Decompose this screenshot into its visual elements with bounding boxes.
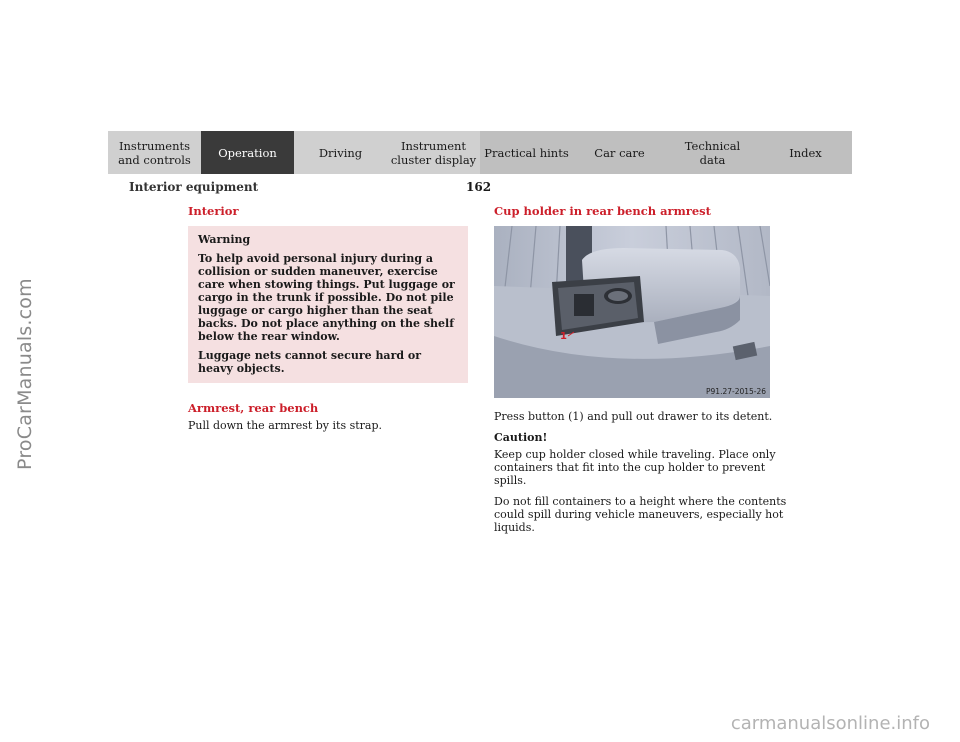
warning-title: Warning bbox=[198, 233, 251, 246]
caution-text-2: Do not fill containers to a height where the contents could spill during vehicle maneuvers, especially hot liquids. bbox=[494, 495, 787, 534]
tab-label: Technical data bbox=[684, 138, 741, 167]
tab-label: Operation bbox=[218, 145, 277, 160]
cup-holder-heading: Cup holder in rear bench armrest bbox=[494, 204, 711, 218]
warning-box bbox=[188, 226, 468, 383]
page-header bbox=[0, 180, 960, 196]
image-caption: P91.27-2015-26 bbox=[706, 387, 767, 396]
tab-index[interactable] bbox=[759, 131, 852, 174]
tab-label: Driving bbox=[318, 145, 363, 160]
tab-label: Practical hints bbox=[484, 145, 569, 160]
armrest-instruction: Pull down the armrest by its strap. bbox=[188, 419, 383, 432]
tab-driving[interactable] bbox=[294, 131, 387, 174]
bottom-watermark: carmanualsonline.info bbox=[730, 713, 930, 734]
armrest-heading: Armrest, rear bench bbox=[188, 401, 319, 415]
tab-label: Car care bbox=[594, 145, 645, 160]
section-title: Interior equipment bbox=[129, 180, 259, 194]
tab-practical-hints[interactable] bbox=[480, 131, 573, 174]
cup-holder-photo bbox=[494, 226, 770, 398]
tab-operation[interactable] bbox=[201, 131, 294, 174]
tab-label: Instruments and controls bbox=[118, 138, 191, 167]
tab-label: Instrument cluster display bbox=[390, 138, 477, 167]
tab-technical-data[interactable] bbox=[666, 131, 759, 174]
callout-1: 1 bbox=[560, 331, 567, 342]
warning-text-2: Luggage nets cannot secure hard or heavy objects. bbox=[198, 349, 422, 375]
interior-heading: Interior bbox=[188, 204, 239, 218]
section-nav bbox=[108, 131, 852, 174]
tab-car-care[interactable] bbox=[573, 131, 666, 174]
right-column bbox=[494, 204, 794, 542]
tab-label: Index bbox=[789, 145, 822, 160]
tab-instruments-and-controls[interactable] bbox=[108, 131, 201, 174]
left-column bbox=[188, 204, 470, 440]
side-watermark: ProCarManuals.com bbox=[14, 278, 36, 470]
warning-text: To help avoid personal injury during a collision or sudden maneuver, exercise care when stowing things. Put luggage or cargo in the trunk if possible. Do not pile luggage or cargo higher than the seat backs. Do not place anything on the shelf below the rear window. bbox=[198, 252, 455, 343]
page-number: 162 bbox=[466, 180, 492, 194]
tab-instrument-cluster-display[interactable] bbox=[387, 131, 480, 174]
cup-holder-instruction: Press button (1) and pull out drawer to its detent. bbox=[494, 410, 773, 423]
caution-title: Caution! bbox=[494, 431, 548, 444]
caution-text: Keep cup holder closed while traveling. Place only containers that fit into the cup holder to prevent spills. bbox=[494, 448, 776, 487]
